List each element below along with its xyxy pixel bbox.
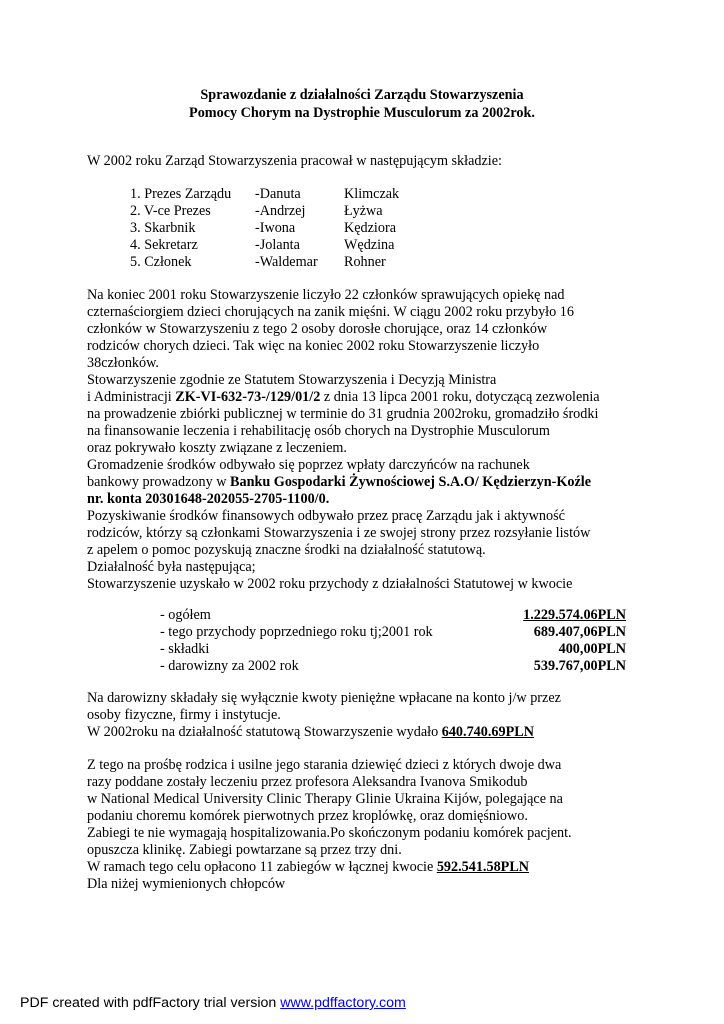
decision-line — [87, 389, 600, 406]
body-line: Stowarzyszenie uzyskało w 2002 roku przychody z działalności Statutowej w kwocie — [87, 576, 573, 592]
board-role: 5. Członek — [130, 254, 192, 270]
body-line: Z tego na prośbę rodzica i usilne jego starania dziewięć dzieci z których dwoje dwa — [87, 757, 562, 773]
income-label: - ogółem — [160, 607, 211, 623]
spent-line — [87, 724, 534, 741]
board-first-name: -Danuta — [255, 186, 301, 202]
bank-name: Banku Gospodarki Żywnościowej S.A.O/ Kędzierzyn-Koźle — [230, 474, 592, 490]
bank-account: nr. konta 20301648-202055-2705-1100/0. — [87, 491, 330, 507]
body-line: 38członków. — [87, 355, 159, 371]
income-label: - składki — [160, 641, 210, 657]
body-line: Działalność była następująca; — [87, 559, 256, 575]
document-title-line-2: Pomocy Chorym na Dystrophie Musculorum za 2002rok. — [189, 105, 535, 121]
board-role: 1. Prezes Zarządu — [130, 186, 232, 202]
intro-text: W 2002 roku Zarząd Stowarzyszenia pracował w następującym składzie: — [87, 153, 502, 169]
body-line: oraz pokrywało koszty związane z leczeniem. — [87, 440, 347, 456]
body-line: z apelem o pomoc pozyskują znaczne środki na działalność statutową. — [87, 542, 486, 558]
body-line: osoby fizyczne, firmy i instytucje. — [87, 707, 281, 723]
income-label: - darowizny za 2002 rok — [160, 658, 299, 674]
bank-line — [87, 474, 591, 491]
body-line: razy poddane zostały leczeniu przez profesora Aleksandra Ivanova Smikodub — [87, 774, 528, 790]
decision-number: ZK-VI-632-73-/129/01/2 — [175, 389, 321, 405]
body-line: Dla niżej wymienionych chłopców — [87, 876, 286, 892]
body-line: rodziców chorych dzieci. Tak więc na koniec 2002 roku Stowarzyszenie liczyło — [87, 338, 540, 354]
board-role: 3. Skarbnik — [130, 220, 196, 236]
pdf-footer — [20, 995, 406, 1011]
body-line: Stowarzyszenie zgodnie ze Statutem Stowarzyszenia i Decyzją Ministra — [87, 372, 497, 388]
income-amount: 1.229.574.06PLN — [523, 607, 626, 623]
body-line: w National Medical University Clinic Therapy Glinie Ukraina Kijów, polegające na — [87, 791, 563, 807]
body-line: czternaściorgiem dzieci chorujących na zanik mięśni. W ciągu 2002 roku przybyło 16 — [87, 304, 574, 320]
body-line: na finansowanie leczenia i rehabilitację osób chorych na Dystrophie Musculorum — [87, 423, 550, 439]
board-last-name: Rohner — [344, 254, 386, 270]
income-amount: 539.767,00PLN — [533, 658, 626, 674]
board-role: 2. V-ce Prezes — [130, 203, 211, 219]
board-last-name: Łyżwa — [344, 203, 383, 219]
board-first-name: -Waldemar — [255, 254, 318, 270]
footer-link[interactable]: www.pdffactory.com — [280, 995, 406, 1011]
body-line: Na darowizny składały się wyłącznie kwoty pieniężne wpłacane na konto j/w przez — [87, 690, 561, 706]
board-role: 4. Sekretarz — [130, 237, 198, 253]
board-first-name: -Jolanta — [255, 237, 300, 253]
board-last-name: Klimczak — [344, 186, 400, 202]
board-first-name: -Andrzej — [255, 203, 306, 219]
footer-text: PDF created with pdfFactory trial version — [20, 995, 281, 1011]
body-line: podaniu choremu komórek pierwotnych przez kroplówkę, oraz domięśniowo. — [87, 808, 528, 824]
decision-post: z dnia 13 lipca 2001 roku, dotyczącą zezwolenia — [320, 389, 600, 405]
income-label: - tego przychody poprzedniego roku tj;2001 rok — [160, 624, 433, 640]
body-line: Na koniec 2001 roku Stowarzyszenie liczyło 22 członków sprawujących opiekę nad — [87, 287, 565, 303]
paid-line — [87, 859, 529, 876]
body-line: opuszcza klinikę. Zabiegi powtarzane są przez trzy dni. — [87, 842, 402, 858]
bank-pre: bankowy prowadzony w — [87, 474, 231, 490]
decision-pre: i Administracji — [87, 389, 176, 405]
body-line: rodziców, którzy są członkami Stowarzyszenia i ze swojej strony przez rozsyłanie listów — [87, 525, 591, 541]
board-first-name: -Iwona — [255, 220, 296, 236]
body-line: członków w Stowarzyszeniu z tego 2 osoby dorosłe chorujące, oraz 14 członków — [87, 321, 548, 337]
spent-amount: 640.740.69PLN — [441, 724, 534, 740]
board-last-name: Kędziora — [344, 220, 396, 236]
income-amount: 400,00PLN — [558, 641, 626, 657]
body-line: na prowadzenie zbiórki publicznej w terminie do 31 grudnia 2002roku, gromadziło środki — [87, 406, 599, 422]
body-line: Gromadzenie środków odbywało się poprzez wpłaty darczyńców na rachunek — [87, 457, 530, 473]
board-last-name: Wędzina — [344, 237, 395, 253]
paid-amount: 592.541.58PLN — [436, 859, 530, 875]
document-title-line-1: Sprawozdanie z działalności Zarządu Stowarzyszenia — [200, 87, 524, 103]
spent-text: W 2002roku na działalność statutową Stowarzyszenie wydało — [87, 724, 442, 740]
paid-text: W ramach tego celu opłacono 11 zabiegów w łącznej kwocie — [87, 859, 437, 875]
body-line: Pozyskiwanie środków finansowych odbywało przez pracę Zarządu jak i aktywność — [87, 508, 565, 524]
income-amount: 689.407,06PLN — [533, 624, 626, 640]
body-line: Zabiegi te nie wymagają hospitalizowania.Po skończonym podaniu komórek pacjent. — [87, 825, 572, 841]
